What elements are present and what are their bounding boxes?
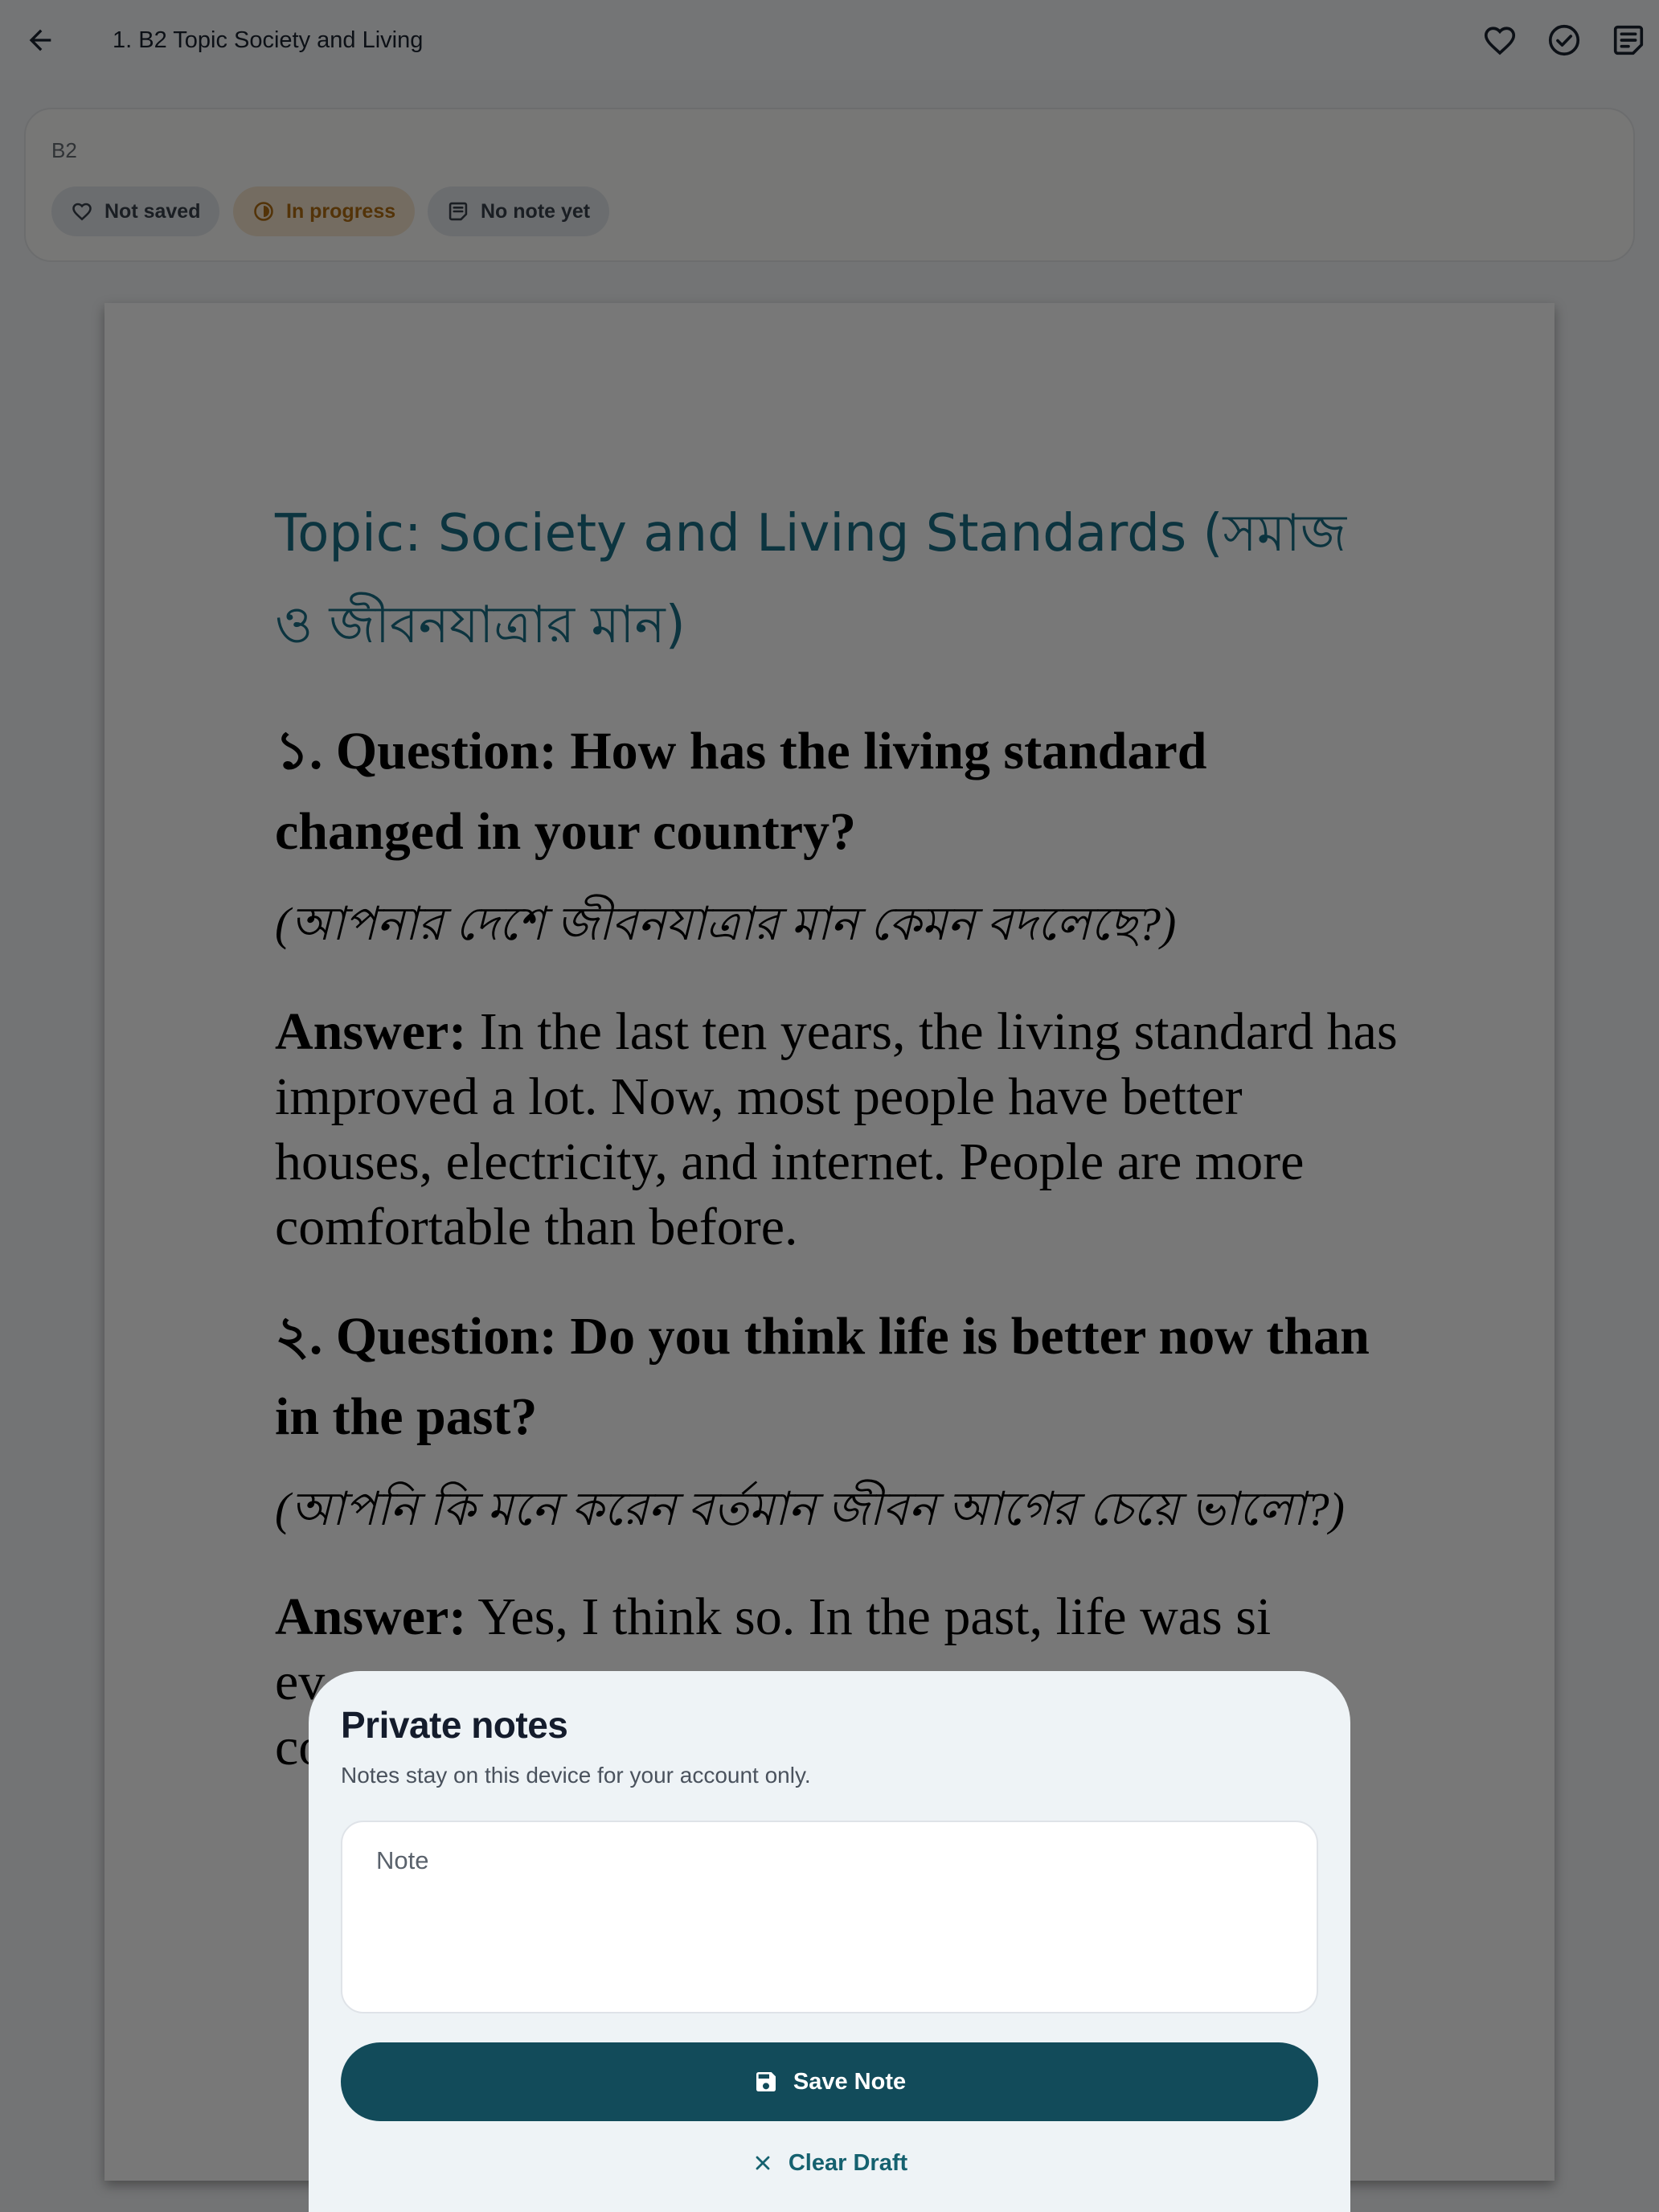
note-input[interactable] — [342, 1822, 1317, 2012]
sheet-title: Private notes — [341, 1704, 568, 1746]
note-field[interactable] — [341, 1821, 1318, 2013]
save-note-button[interactable] — [341, 2042, 1318, 2121]
save-icon — [753, 2069, 779, 2095]
sheet-subtitle: Notes stay on this device for your account only. — [341, 1763, 811, 1788]
private-notes-sheet — [309, 1671, 1350, 2212]
close-icon — [752, 2152, 774, 2174]
clear-draft-label: Clear Draft — [788, 2149, 908, 2176]
clear-draft-button[interactable] — [309, 2140, 1350, 2185]
save-note-label: Save Note — [793, 2068, 907, 2095]
